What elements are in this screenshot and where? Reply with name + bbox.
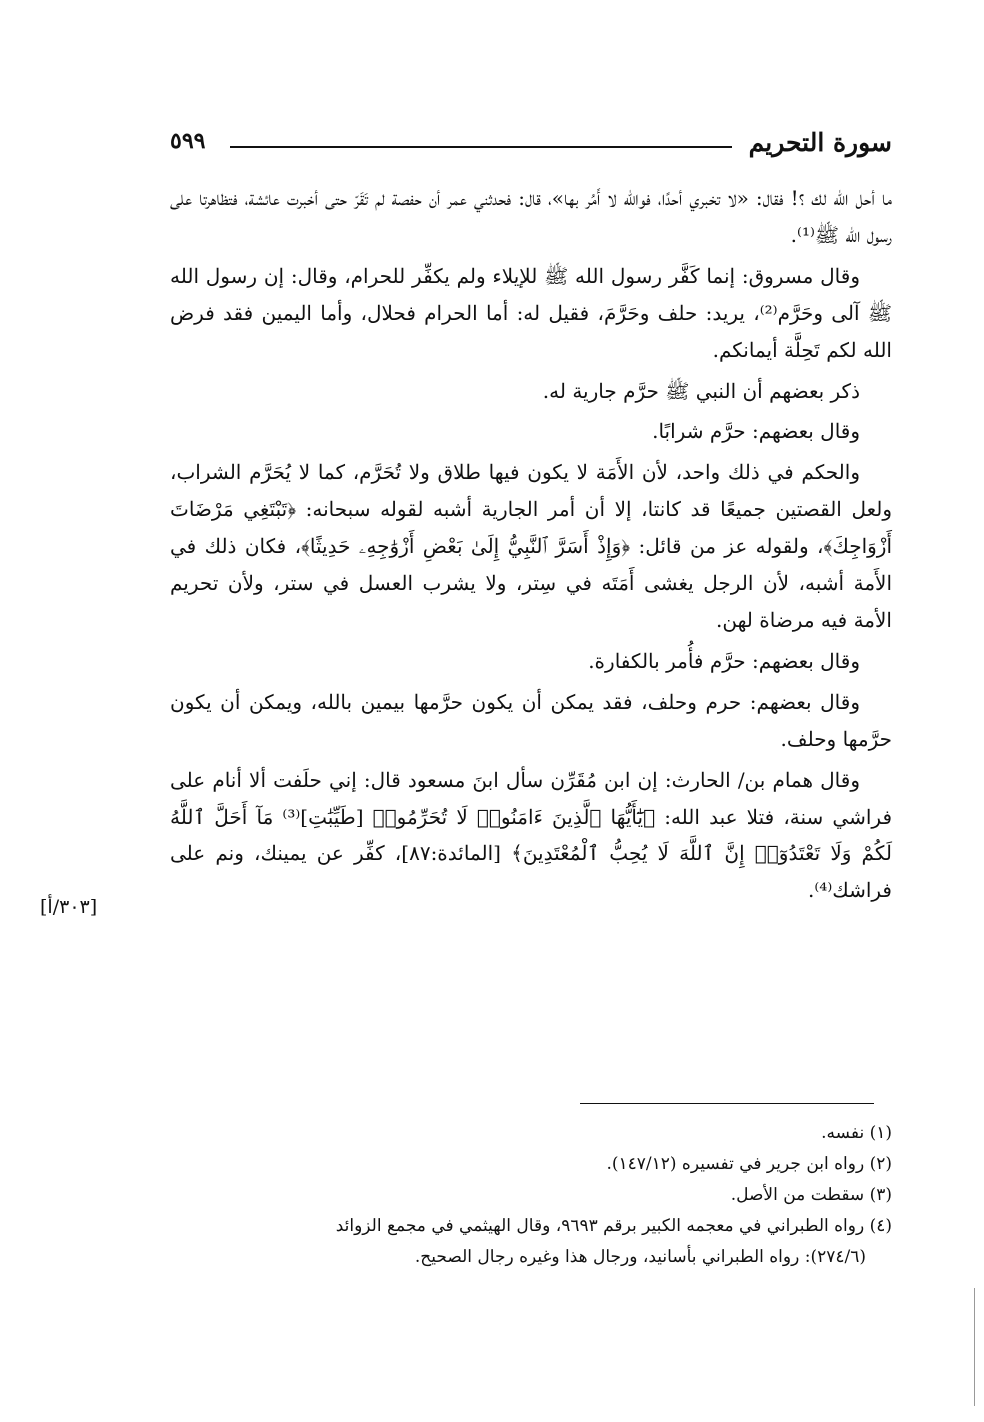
page-number: ٥٩٩ bbox=[170, 128, 206, 154]
running-header bbox=[170, 126, 892, 166]
paragraph: وقال بعضهم: حرَّم شرابًا. bbox=[652, 419, 860, 444]
footnote-separator bbox=[580, 1103, 874, 1104]
paragraph: وقال مسروق: إنما كَفَّر رسول الله ﷺ للإيلاء ولم يكفِّر للحرام، وقال: إن رسول الله ﷺ آلى وحَرَّم⁽²⁾، يريد: حلف وحَرَّمَ، فقيل له: أما الحرام فحلال، وأما اليمين فقد فرض الله لكم تَحِلَّة أيمانكم. bbox=[170, 263, 893, 362]
footnote: (٣) سقطت من الأصل. bbox=[730, 1185, 892, 1205]
footnote: (٢) رواه ابن جرير في تفسيره (١٤٧/١٢). bbox=[606, 1154, 892, 1174]
paragraph: ما أحل الله لك ؟! فقال: «لا تخبري أحدًا، فوالله لا أَمُر بها»، قال: فحدثني عمر أن حفصة لم تَقَرّ حتى أخبرت عائشة، فتظاهرتا على رسول الله ﷺ⁽¹⁾. bbox=[170, 186, 892, 247]
paragraph: وقال همام بن/ الحارث: إن ابن مُقَرِّن سأل ابنَ مسعود قال: إني حلَفت ألا أنام على فراشي سنة، فتلا عبد الله: ﴿يَٰٓأَيُّهَا ٱلَّذِينَ ءَامَنُوا۟ لَا تُحَرِّمُوا۟ [طَيِّبَٰتِ]⁽³⁾ مَآ أَحَلَّ ٱللَّهُ لَكُمْ وَلَا تَعْتَدُوٓا۟ إِنَّ ٱللَّهَ لَا يُحِبُّ ٱلْمُعْتَدِينَ﴾ [المائدة:٨٧]، كفِّر عن يمينك، ونم على فراشك⁽⁴⁾. bbox=[170, 767, 892, 903]
paragraph: وقال بعضهم: حرَّم فأُمر بالكفارة. bbox=[588, 648, 860, 673]
paragraph: ذكر بعضهم أن النبي ﷺ حرَّم جارية له. bbox=[542, 378, 860, 403]
surah-title: سورة التحريم bbox=[748, 128, 892, 157]
footnotes bbox=[170, 1118, 892, 1273]
footnote: (٤) رواه الطبراني في معجمه الكبير برقم ٩٦٩٣، وقال الهيثمي في مجمع الزوائد bbox=[335, 1216, 892, 1236]
paragraph: وقال بعضهم: حرم وحلف، فقد يمكن أن يكون حرَّمها بيمين بالله، ويمكن أن يكون حرَّمها وحلف. bbox=[170, 689, 892, 751]
header-rule bbox=[230, 146, 732, 148]
scan-edge-line bbox=[974, 1288, 975, 1406]
manuscript-folio-ref: [٣٠٣/أ] bbox=[40, 896, 98, 918]
paragraph: والحكم في ذلك واحد، لأن الأَمَة لا يكون فيها طلاق ولا تُحَرَّم، كما لا يُحَرَّم الشراب، ولعل القصتين جميعًا قد كانتا، إلا أن أمر الجارية أشبه لقوله سبحانه: ﴿تَبْتَغِي مَرْضَاتَ أَزْوَاجِكَ﴾، ولقوله عز من قائل: ﴿وَإِذْ أَسَرَّ ٱلنَّبِيُّ إِلَىٰ بَعْضِ أَزْوَٰجِهِۦ حَدِيثًا﴾، فكان ذلك في الأَمة أشبه، لأن الرجل يغشى أَمَتَه في سِتر، ولا يشرب العسل في ستر، ولأن تحريم الأمة فيه مرضاة لهن. bbox=[170, 460, 892, 632]
footnote: (١) نفسه. bbox=[821, 1123, 892, 1143]
main-text bbox=[170, 180, 892, 909]
footnote-continuation: (٢٧٤/٦): رواه الطبراني بأسانيد، ورجال هذا وغيره رجال الصحيح. bbox=[414, 1247, 866, 1267]
